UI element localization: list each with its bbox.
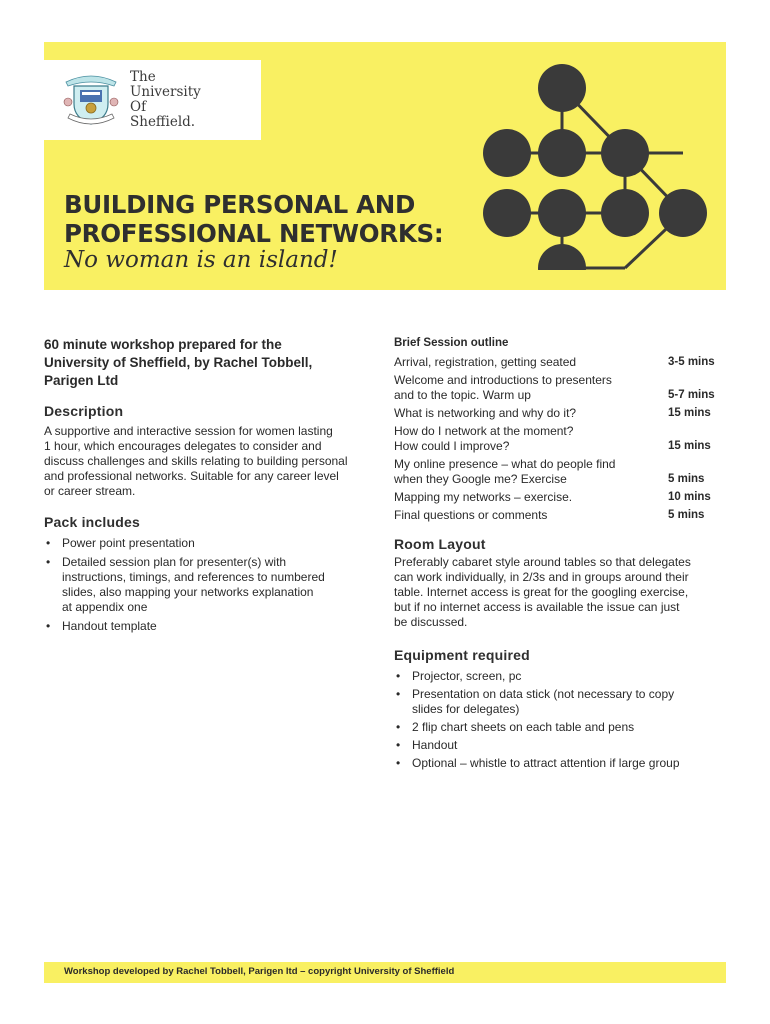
- list-item: [394, 720, 724, 735]
- room-line: but if no internet access is available the issue can just: [394, 600, 680, 614]
- description-line: and professional networks. Suitable for any career level: [44, 469, 339, 483]
- intro-line: 60 minute workshop prepared for the: [44, 337, 282, 352]
- description-text: [44, 424, 364, 499]
- intro-text: [44, 336, 364, 390]
- university-crest-icon: [62, 72, 120, 130]
- title-banner: [44, 42, 726, 290]
- list-item-line: • Power point presentation: [62, 536, 195, 550]
- left-column: [44, 336, 364, 638]
- page-title: [64, 190, 443, 248]
- list-item: [44, 536, 364, 551]
- list-item: [394, 669, 724, 684]
- outline-time: 5 mins: [668, 509, 705, 521]
- room-text: [394, 555, 724, 630]
- description-heading: Description: [44, 403, 124, 419]
- outline-time: 3-5 mins: [668, 356, 715, 368]
- list-item-line: • Presentation on data stick (not necessary to copy: [412, 687, 675, 701]
- table-row: [394, 424, 724, 454]
- page-subtitle: No woman is an island!: [64, 247, 338, 273]
- activity-line: My online presence – what do people find: [394, 457, 616, 471]
- logo-line: The: [130, 69, 156, 85]
- outline-time: 5 mins: [668, 473, 705, 485]
- table-row: [394, 373, 724, 403]
- footer-text: Workshop developed by Rachel Tobbell, Parigen ltd – copyright University of Sheffield: [64, 966, 455, 977]
- activity-line: Welcome and introductions to presenters: [394, 373, 612, 387]
- outline-heading: Brief Session outline: [394, 337, 509, 349]
- description-line: or career stream.: [44, 484, 136, 498]
- intro-line: University of Sheffield, by Rachel Tobbell,: [44, 355, 313, 370]
- room-line: Preferably cabaret style around tables so that delegates: [394, 555, 691, 569]
- activity-line: and to the topic. Warm up: [394, 388, 531, 402]
- table-row: [394, 355, 724, 370]
- description-line: 1 hour, which encourages delegates to consider and: [44, 439, 322, 453]
- outline-time: 15 mins: [668, 407, 711, 419]
- pack-list: [44, 536, 364, 634]
- equipment-list: [394, 669, 724, 771]
- list-item-line: slides for delegates): [412, 702, 520, 716]
- room-line: can work individually, in 2/3s and in groups around their: [394, 570, 689, 584]
- room-heading: Room Layout: [394, 536, 486, 552]
- table-row: [394, 508, 724, 523]
- list-item-line: at appendix one: [62, 600, 148, 614]
- outline-activity: [394, 406, 644, 421]
- footer-bar: [44, 962, 726, 983]
- list-item: [394, 687, 724, 717]
- equipment-heading: Equipment required: [394, 647, 530, 663]
- university-name: [130, 70, 201, 130]
- activity-line: What is networking and why do it?: [394, 406, 577, 420]
- list-item-line: • Optional – whistle to attract attention if large group: [412, 756, 680, 770]
- list-item: [394, 756, 724, 771]
- table-row: [394, 490, 724, 505]
- table-row: [394, 406, 724, 421]
- activity-line: when they Google me? Exercise: [394, 472, 567, 486]
- outline-activity: [394, 355, 644, 370]
- description-line: discuss challenges and skills relating to building personal: [44, 454, 348, 468]
- list-item-line: • Detailed session plan for presenter(s) with: [62, 555, 287, 569]
- logo-line: University: [130, 84, 201, 100]
- outline-activity: [394, 457, 644, 487]
- list-item-line: slides, also mapping your networks explanation: [62, 585, 314, 599]
- outline-activity: [394, 490, 644, 505]
- right-column: [394, 336, 724, 774]
- room-line: be discussed.: [394, 615, 468, 629]
- outline-activity: [394, 424, 644, 454]
- outline-time: 5-7 mins: [668, 389, 715, 401]
- list-item-line: instructions, timings, and references to numbered: [62, 570, 325, 584]
- outline-activity: [394, 508, 644, 523]
- list-item-line: • Handout: [412, 738, 458, 752]
- list-item: [394, 738, 724, 753]
- title-line: PROFESSIONAL NETWORKS:: [64, 219, 444, 248]
- list-item-line: • 2 flip chart sheets on each table and pens: [412, 720, 635, 734]
- list-item: [44, 619, 364, 634]
- network-nodes-icon: [477, 56, 709, 270]
- title-line: BUILDING PERSONAL AND: [64, 190, 416, 219]
- table-row: [394, 457, 724, 487]
- pack-heading: Pack includes: [44, 514, 140, 530]
- activity-line: Mapping my networks – exercise.: [394, 490, 573, 504]
- list-item-line: • Projector, screen, pc: [412, 669, 522, 683]
- logo-line: Sheffield.: [130, 114, 196, 130]
- intro-line: Parigen Ltd: [44, 373, 119, 388]
- activity-line: How could I improve?: [394, 439, 510, 453]
- list-item: [44, 555, 364, 615]
- activity-line: How do I network at the moment?: [394, 424, 574, 438]
- outline-time: 10 mins: [668, 491, 711, 503]
- university-logo: [44, 60, 261, 140]
- list-item-line: • Handout template: [62, 619, 157, 633]
- activity-line: Final questions or comments: [394, 508, 548, 522]
- activity-line: Arrival, registration, getting seated: [394, 355, 577, 369]
- description-line: A supportive and interactive session for women lasting: [44, 424, 333, 438]
- room-line: table. Internet access is great for the googling exercise,: [394, 585, 689, 599]
- outline-time: 15 mins: [668, 440, 711, 452]
- outline-activity: [394, 373, 644, 403]
- session-outline-table: [394, 355, 724, 523]
- logo-line: Of: [130, 99, 147, 115]
